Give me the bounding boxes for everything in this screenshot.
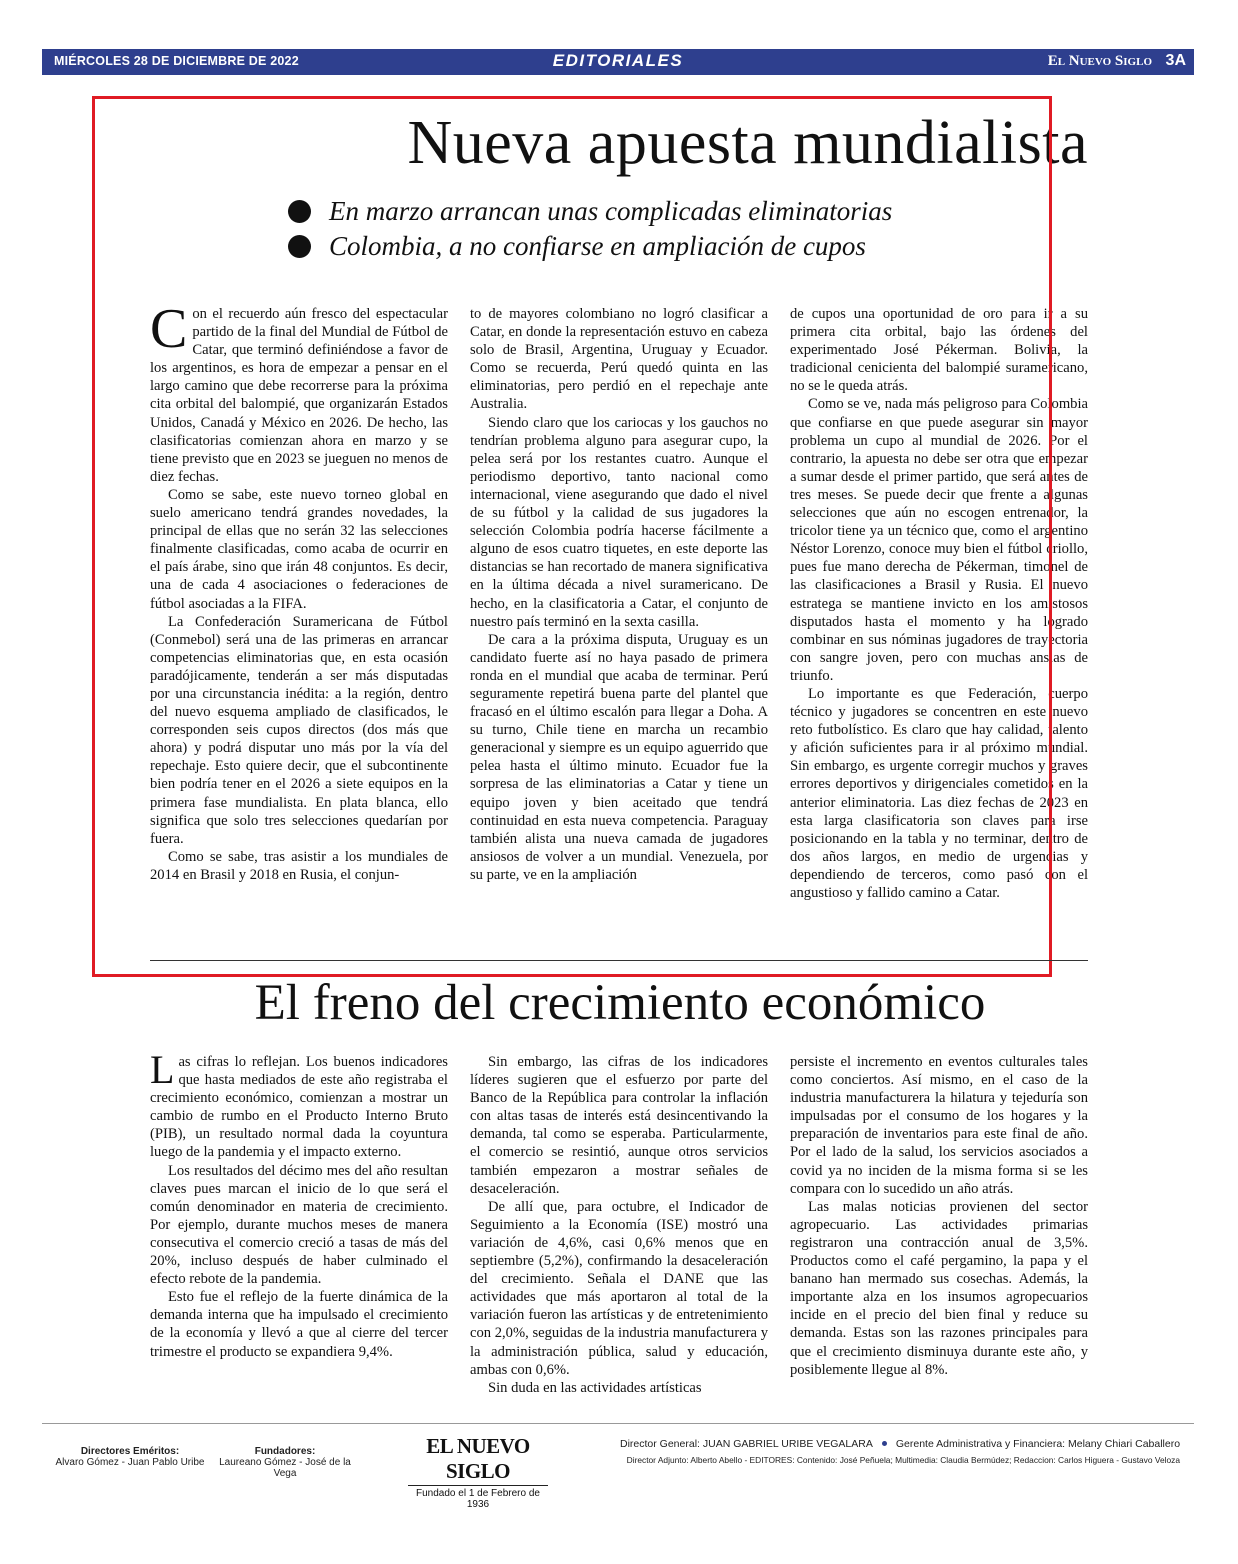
paragraph: La Confederación Suramericana de Fútbol (Conmebol) será una de las primeras en arrancar competencias eliminatorias que, en esta ocasión paradójicamente, tenderán a ser más disputadas por una circunstancia inédita: a la región, dentro del nuevo esquema ampliado de clasificados, le corresponden seis cupos directos (dos más que ahora) y podrá disputar uno más por la vía del repechaje. Esto quiere decir, que el subcontinente bien podría tener en el 2026 a siete equipos en la primera fase mundialista. En plata blanca, ello significa que solo tres selecciones quedarían por fuera. xyxy=(150,613,448,847)
paragraph: Lo importante es que Federación, cuerpo técnico y jugadores se concentren en este nuevo reto futbolístico. Es claro que hay calidad, talento y afición suficientes para ir al próximo mundial. Sin embargo, es urgente corregir muchos y graves errores deportivos y dirigenciales cometidos en la anterior eliminatoria. Las diez fechas de 2023 en esta larga clasificatoria son claves para irse posicionando en la tabla y no terminar, dentro de dos años largos, en medio de urgencias y dependiendo de terceros, como pasó con el angustioso y fallido camino a Catar. xyxy=(790,685,1088,901)
editorial-2-column-1 xyxy=(150,1047,448,1361)
paragraph: persiste el incremento en eventos culturales tales como conciertos. Así mismo, en el caso de la industria manufacturera la hilatura y tejeduría son impulsadas por el consumo de los hogares y la preparación de inventarios para este final de año. Por el lado de la salud, los servicios asociados a covid ya no inciden de la misma forma si se les compara con lo sucedido un año atrás. xyxy=(790,1054,1088,1197)
deck-line-2: Colombia, a no confiarse en ampliación de cupos xyxy=(288,229,892,264)
editors-line: Director Adjunto: Alberto Abello - EDITORES: Contenido: José Peñuela; Multimedia: Claudia Bermúdez; Redaccion: Carlos Higuera - Gustavo Veloza xyxy=(626,1455,1180,1465)
paragraph: Como se sabe, este nuevo torneo global en suelo americano tendrá grandes novedades, la principal de ellas que no serán 32 las selecciones finalmente clasificadas, como acaba de ocurrir en el país árabe, sino que irán 48 conjuntos. Es decir, una de cada 4 asociaciones o federaciones de fútbol asociadas a la FIFA. xyxy=(150,486,448,612)
editorial-2-title: El freno del crecimiento económico xyxy=(254,975,986,1031)
paragraph: De cara a la próxima disputa, Uruguay es un candidato fuerte así no haya pasado de primera ronda en el mundial que acaba de terminar. Perú seguramente repetirá buena parte del plantel que fracasó en el último escalón para llegar a Doha. A su turno, Chile tiene en marcha un recambio generacional y siempre es un equipo aguerrido que pelea hasta el último minuto. Ecuador fue la sorpresa de las eliminatorias a Catar y tiene un equipo joven y bien aceitado que tendrá continuidad en esta nueva competencia. Paraguay también alista una nueva camada de jugadores ansiosos de volver a un mundial. Venezuela, por su parte, ve en la ampliación xyxy=(470,631,768,883)
paragraph: Como se sabe, tras asistir a los mundiales de 2014 en Brasil y 2018 en Rusia, el conjun- xyxy=(150,848,448,883)
paragraph: Esto fue el reflejo de la fuerte dinámica de la demanda interna que ha impulsado el crecimiento de la economía y llevó a que al cierre del tercer trimestre el producto se expandiera 9,4%. xyxy=(150,1289,448,1360)
founded-date: Fundado el 1 de Febrero de 1936 xyxy=(416,1488,540,1510)
highlight-frame xyxy=(92,96,1052,977)
founders xyxy=(210,1446,360,1479)
editorial-2-column-2 xyxy=(470,1053,768,1397)
separator-dot-icon xyxy=(882,1441,887,1446)
paragraph: Siendo claro que los cariocas y los gauchos no tendrían problema alguno para asegurar cupo, la pelea será por los restantes cuatro. Aunque el periodismo deportivo, tanto nacional como internacional, viene asegurando que dado el nivel de su fútbol y la calidad de sus jugadores la selección Colombia podría hacerse fácilmente a alguno de esos cuatro tiquetes, en este deporte las distancias se han recortado de manera significativa en la última década a nivel suramericano. De hecho, en la clasificatoria a Catar, el conjunto de nuestro país terminó en la sexta casilla. xyxy=(470,414,768,630)
drop-cap: C xyxy=(150,298,188,360)
paper-logo xyxy=(408,1434,548,1510)
founders-names: Laureano Gómez - José de la Vega xyxy=(219,1457,351,1479)
issue-date: MIÉRCOLES 28 DE DICIEMBRE DE 2022 xyxy=(54,54,299,68)
paragraph: Los resultados del décimo mes del año resultan claves pues marcan el inicio de lo que será el común denominador en materia de crecimiento. Por ejemplo, durante muchos meses de manera consecutiva el comercio creció a tasas de más del 20%, incluso después de haber culminado el efecto rebote de la pandemia. xyxy=(150,1162,448,1288)
founders-label: Fundadores: xyxy=(254,1446,316,1457)
section-title: EDITORIALES xyxy=(552,51,684,70)
paragraph: De allí que, para octubre, el Indicador de Seguimiento a la Economía (ISE) mostró una variación de 4,6%, casi 0,6% menos que en septiembre (5,2%), confirmando la desaceleración del crecimiento. Señala el DANE que las actividades que más aportaron al total de la variación fueron las artísticas y de entretenimiento con 2,0%, seguidas de la industria manufacturera y la administración pública, salud y educación, ambas con 0,6%. xyxy=(470,1198,768,1378)
logo-wordmark: EL NUEVO SIGLO xyxy=(408,1434,548,1486)
staff-credits xyxy=(620,1438,1180,1465)
editorial-1-title: Nueva apuesta mundialista xyxy=(407,109,1088,177)
directors-line: Director General: JUAN GABRIEL URIBE VEGALARA Gerente Administrativa y Financiera: Melany Chiari Caballero xyxy=(620,1438,1181,1450)
masthead-bar xyxy=(42,49,1194,75)
page-number: 3A xyxy=(1165,52,1186,69)
paragraph: Las cifras lo reflejan. Los buenos indicadores que hasta mediados de este año registraba el crecimiento económico, comienzan a mostrar un cambio de rumbo en el Producto Interno Bruto (PIB), un resultado normal dada la coyuntura luego de la pandemia y el impacto externo. xyxy=(150,1047,448,1161)
paragraph: Las malas noticias provienen del sector agropecuario. Las actividades primarias registraron una contracción anual de 3,5%. Productos como el café pergamino, la papa y el banano han mermado sus cosechas. Además, la importante alza en los insumos agropecuarios incide en el precio del bien final y reduce su demanda. Estas son las razones principales para que el crecimiento disminuya durante este año, y posiblemente llegue al 8%. xyxy=(790,1198,1088,1378)
emeritus-directors xyxy=(50,1446,210,1468)
paragraph: de cupos una oportunidad de oro para ir a su primera cita orbital, bajo las órdenes del experimentado José Pékerman. Bolivia, la tradicional cenicienta del balompié suramericano, no se le queda atrás. xyxy=(790,306,1088,395)
emeritus-names: Alvaro Gómez - Juan Pablo Uribe xyxy=(55,1457,205,1468)
paragraph: Sin embargo, las cifras de los indicadores líderes sugieren que el esfuerzo por parte del Banco de la República para controlar la inflación con altas tasas de interés está desincentivando la demanda, tal como se esperaba. Particularmente, el comercio se resintió, aunque otros servicios también empezaron a mostrar señales de desaceleración. xyxy=(470,1054,768,1197)
footer-divider xyxy=(42,1423,1194,1424)
paragraph: Con el recuerdo aún fresco del espectacular partido de la final del Mundial de Fútbol de Catar, que terminó definiéndose a favor de los argentinos, es hora de empezar a pensar en el largo camino que debe recorrerse para la próxima cita orbital del balompié, que organizarán Estados Unidos, Canadá y México en 2026. De hecho, las clasificatorias comienzan ahora en marzo y se tiene previsto que en 2023 se jueguen no menos de diez fechas. xyxy=(150,298,448,485)
paragraph: Sin duda en las actividades artísticas xyxy=(488,1379,702,1396)
emeritus-label: Directores Eméritos: xyxy=(80,1446,180,1457)
deck-line-1: En marzo arrancan unas complicadas eliminatorias xyxy=(288,194,892,229)
paper-name: El Nuevo Siglo xyxy=(1047,53,1152,69)
paragraph: to de mayores colombiano no logró clasificar a Catar, en donde la representación estuvo en cabeza solo de Brasil, Argentina, Uruguay y Ecuador. Como se recuerda, Perú quedó quinta en las eliminatorias, pero perdió en el repechaje ante Australia. xyxy=(470,306,768,413)
drop-cap: L xyxy=(150,1047,175,1092)
paragraph: Como se ve, nada más peligroso para Colombia que confiarse en que puede asegurar sin mayor problema un cupo al mundial de 2026. Por el contrario, la apuesta no debe ser otra que empezar a sumar desde el primer partido, que será antes de tres meses. Se puede decir que frente a algunas selecciones que aún no escogen entrenador, la tricolor tiene ya un técnico que, como el argentino Néstor Lorenzo, conoce muy bien el fútbol criollo, pues fue mano derecha de Pékerman, timonel de las clasificaciones a Brasil y Rusia. El nuevo estratega se mantiene invicto en los amistosos disputados hasta el momento y ha logrado combinar en sus nóminas jugadores de trayectoria con sangre joven, pero con muchas ansias de triunfo. xyxy=(790,396,1088,684)
section-divider xyxy=(150,960,1088,961)
editorial-2-column-3 xyxy=(790,1053,1088,1379)
